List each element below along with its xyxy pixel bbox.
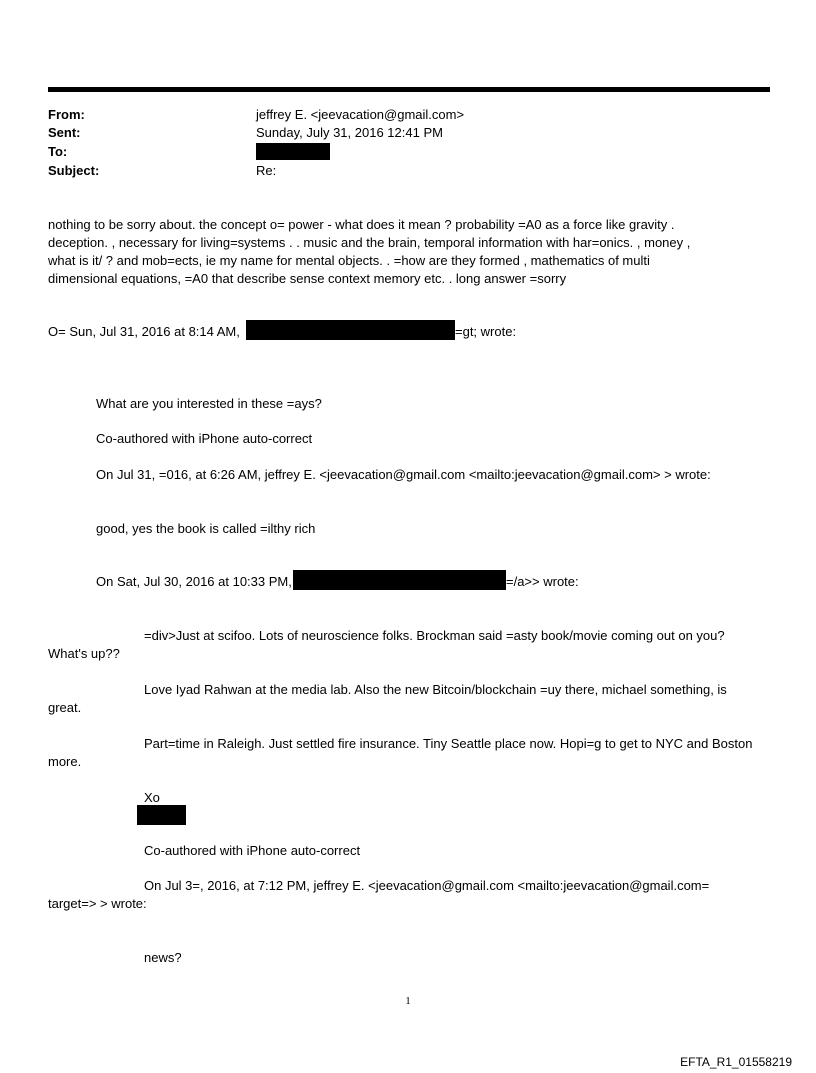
redaction-quote1-sender: [246, 320, 455, 340]
reply-line-4: dimensional equations, =A0 that describe sense context memory etc. . long answer =sorry: [48, 271, 567, 286]
coauthored-signature-1: Co-authored with iPhone auto-correct: [96, 431, 313, 446]
quote4-attribution-line-2: target=> > wrote:: [48, 896, 147, 911]
from-label: From:: [48, 107, 85, 122]
iyad-line-2: great.: [48, 700, 82, 715]
sent-value: Sunday, July 31, 2016 12:41 PM: [256, 125, 443, 140]
to-label: To:: [48, 144, 68, 159]
raleigh-line-1: Part=time in Raleigh. Just settled fire insurance. Tiny Seattle place now. Hopi=g to get to NYC and Boston: [144, 736, 753, 751]
quote1-attribution-prefix: O= Sun, Jul 31, 2016 at 8:14 AM,: [48, 324, 240, 339]
question-interest-line: What are you interested in these =ays?: [96, 396, 322, 411]
page-number: 1: [405, 995, 411, 1007]
redaction-to-recipient: [256, 143, 330, 160]
document-id-footer: EFTA_R1_01558219: [680, 1055, 792, 1069]
quote1-attribution-suffix: =gt; wrote:: [455, 324, 517, 339]
coauthored-signature-2: Co-authored with iPhone auto-correct: [144, 843, 361, 858]
reply-line-3: what is it/ ? and mob=ects, ie my name for mental objects. . =how are they formed , mathematics of multi: [48, 253, 650, 268]
sent-label: Sent:: [48, 125, 81, 140]
reply-line-1: nothing to be sorry about. the concept o= power - what does it mean ? probability =A0 as a force like gravity .: [48, 217, 675, 232]
scifoo-line-2: What's up??: [48, 646, 120, 661]
reply-line-2: deception. , necessary for living=systems . . music and the brain, temporal information with har=onics. , money ,: [48, 235, 691, 250]
scifoo-line-1: =div>Just at scifoo. Lots of neuroscience folks. Brockman said =asty book/movie coming out on you?: [144, 628, 725, 643]
xo-signoff: Xo: [144, 790, 160, 805]
raleigh-line-2: more.: [48, 754, 82, 769]
reply-body-paragraph: [48, 216, 778, 288]
quote3-attribution-prefix: On Sat, Jul 30, 2016 at 10:33 PM,: [96, 574, 292, 589]
redaction-quote3-sender: [293, 570, 506, 590]
iyad-line-1: Love Iyad Rahwan at the media lab. Also the new Bitcoin/blockchain =uy there, michael something, is: [144, 682, 727, 697]
from-value: jeffrey E. <jeevacation@gmail.com>: [256, 107, 465, 122]
subject-label: Subject:: [48, 163, 100, 178]
redaction-signature: [137, 805, 186, 825]
book-title-line: good, yes the book is called =ilthy rich: [96, 521, 316, 536]
header-top-rule: [48, 87, 770, 92]
quote3-attribution-suffix: =/a>> wrote:: [506, 574, 579, 589]
quote4-attribution-line-1: On Jul 3=, 2016, at 7:12 PM, jeffrey E. <jeevacation@gmail.com <mailto:jeevacation@gmail.com=: [144, 878, 710, 893]
news-line: news?: [144, 950, 182, 965]
quote2-attribution: On Jul 31, =016, at 6:26 AM, jeffrey E. <jeevacation@gmail.com <mailto:jeevacation@gmail.com> > wrote:: [96, 467, 711, 482]
subject-value: Re:: [256, 163, 277, 178]
